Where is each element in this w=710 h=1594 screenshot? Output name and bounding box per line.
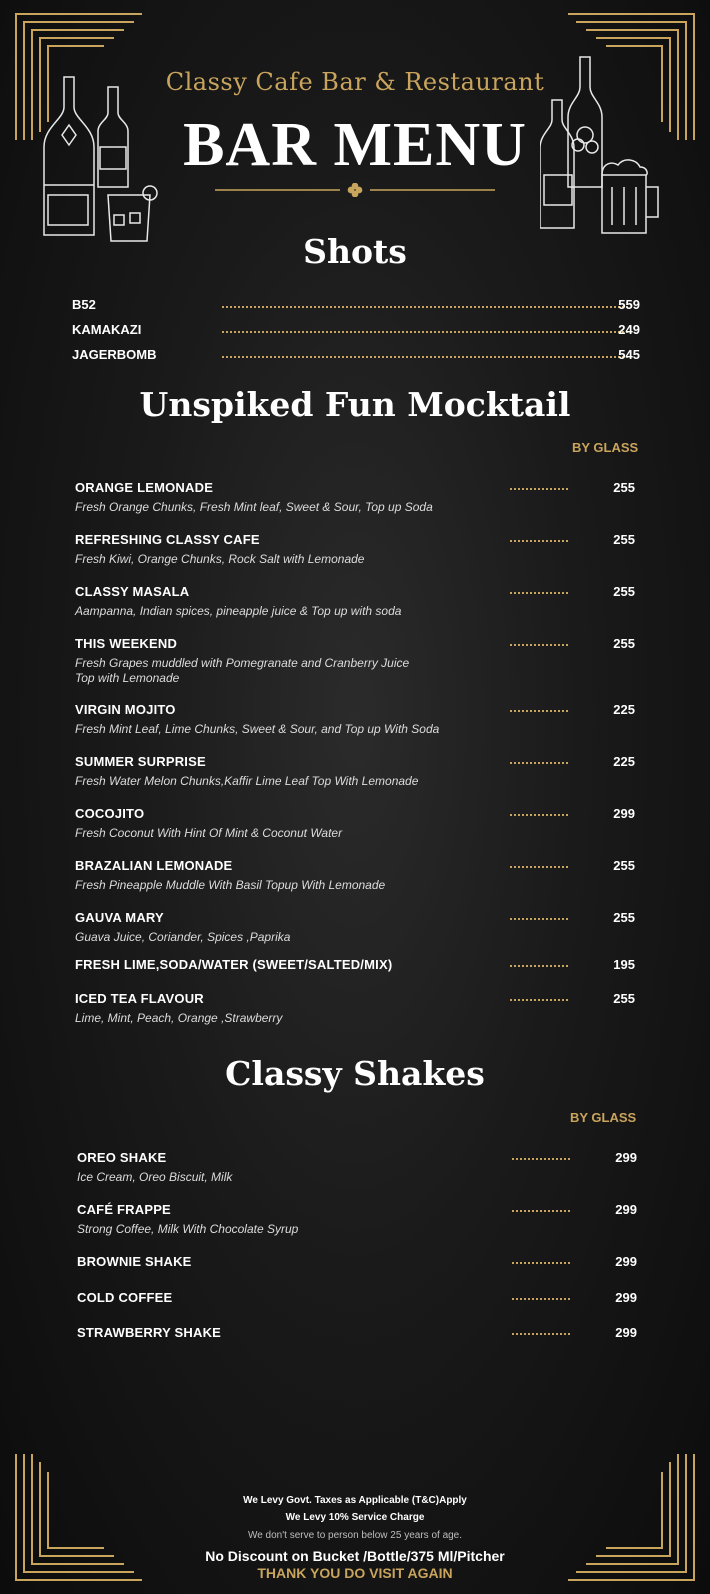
dotted-leader <box>512 1262 570 1264</box>
footer-age-policy: We don't serve to person below 25 years of age. <box>247 1530 463 1541</box>
item-price: 249 <box>618 322 640 337</box>
menu-item <box>75 584 635 619</box>
item-description: Fresh Pineapple Muddle With Basil Topup With Lemonade <box>75 878 386 892</box>
item-description: Fresh Water Melon Chunks,Kaffir Lime Leaf Top With Lemonade <box>75 774 419 788</box>
item-name: CAFÉ FRAPPE <box>77 1202 171 1217</box>
shot-row <box>72 297 640 317</box>
by-glass-label: BY GLASS <box>572 440 639 455</box>
item-price: 299 <box>615 1202 637 1217</box>
menu-item <box>75 636 635 686</box>
item-description: Fresh Mint Leaf, Lime Chunks, Sweet & Sour, and Top up With Soda <box>75 722 440 736</box>
item-price: 255 <box>613 636 635 651</box>
menu-item <box>77 1150 637 1185</box>
item-price: 299 <box>613 806 635 821</box>
shot-row <box>72 322 640 342</box>
item-name: B52 <box>72 297 96 312</box>
item-description: Fresh Kiwi, Orange Chunks, Rock Salt with Lemonade <box>75 552 365 566</box>
section-title-shots: Shots <box>303 232 407 271</box>
item-name: VIRGIN MOJITO <box>75 702 176 717</box>
item-price: 225 <box>613 754 635 769</box>
dotted-leader <box>510 540 568 542</box>
footer-discount: No Discount on Bucket /Bottle/375 Ml/Pitcher <box>205 1548 505 1564</box>
item-name: BRAZALIAN LEMONADE <box>75 858 233 873</box>
item-price: 195 <box>613 957 635 972</box>
item-description: Top with Lemonade <box>75 671 180 685</box>
dotted-leader <box>512 1210 570 1212</box>
menu-item <box>75 858 635 893</box>
item-price: 255 <box>613 858 635 873</box>
dotted-leader <box>512 1333 570 1335</box>
item-name: ICED TEA FLAVOUR <box>75 991 204 1006</box>
by-glass-label: BY GLASS <box>570 1110 637 1125</box>
item-price: 299 <box>615 1325 637 1340</box>
item-name: CLASSY MASALA <box>75 584 190 599</box>
item-price: 545 <box>618 347 640 362</box>
section-title-mocktails: Unspiked Fun Mocktail <box>139 385 571 424</box>
menu-item <box>77 1254 637 1269</box>
menu-item <box>75 754 635 789</box>
item-name: ORANGE LEMONADE <box>75 480 214 495</box>
menu-item <box>75 806 635 841</box>
item-description: Fresh Grapes muddled with Pomegranate and Cranberry Juice <box>75 656 410 670</box>
dotted-leader <box>510 965 568 967</box>
item-name: BROWNIE SHAKE <box>77 1254 192 1269</box>
dotted-leader <box>510 592 568 594</box>
item-price: 299 <box>615 1254 637 1269</box>
restaurant-name: Classy Cafe Bar & Restaurant <box>165 68 545 96</box>
item-name: THIS WEEKEND <box>75 636 178 651</box>
page-title: BAR MENU <box>183 111 527 179</box>
item-name: OREO SHAKE <box>77 1150 167 1165</box>
item-price: 255 <box>613 584 635 599</box>
dotted-leader <box>510 644 568 646</box>
item-name: REFRESHING CLASSY CAFE <box>75 532 260 547</box>
item-name: JAGERBOMB <box>72 347 157 362</box>
item-price: 299 <box>615 1150 637 1165</box>
menu-item <box>75 957 635 972</box>
dotted-leader <box>510 866 568 868</box>
footer-service-charge: We Levy 10% Service Charge <box>285 1512 425 1523</box>
menu-item <box>75 702 635 737</box>
item-price: 225 <box>613 702 635 717</box>
dotted-leader <box>510 710 568 712</box>
section-title-shakes: Classy Shakes <box>225 1054 485 1093</box>
item-description: Lime, Mint, Peach, Orange ,Strawberry <box>75 1011 283 1025</box>
item-description: Fresh Orange Chunks, Fresh Mint leaf, Sweet & Sour, Top up Soda <box>75 500 433 514</box>
item-name: GAUVA MARY <box>75 910 164 925</box>
item-price: 255 <box>613 991 635 1006</box>
item-name: KAMAKAZI <box>72 322 142 337</box>
menu-item <box>77 1202 637 1237</box>
menu-item <box>75 910 635 945</box>
item-price: 559 <box>618 297 640 312</box>
menu-item <box>75 532 635 567</box>
dotted-leader <box>222 306 628 308</box>
menu-item <box>77 1325 637 1340</box>
item-description: Strong Coffee, Milk With Chocolate Syrup <box>77 1222 299 1236</box>
item-description: Aampanna, Indian spices, pineapple juice & Top up with soda <box>75 604 402 618</box>
item-description: Ice Cream, Oreo Biscuit, Milk <box>77 1170 233 1184</box>
item-description: Fresh Coconut With Hint Of Mint & Coconut Water <box>75 826 343 840</box>
dotted-leader <box>512 1158 570 1160</box>
item-price: 299 <box>615 1290 637 1305</box>
shot-row <box>72 347 640 367</box>
item-name: COLD COFFEE <box>77 1290 173 1305</box>
item-price: 255 <box>613 480 635 495</box>
item-price: 255 <box>613 910 635 925</box>
item-name: STRAWBERRY SHAKE <box>77 1325 222 1340</box>
item-description: Guava Juice, Coriander, Spices ,Paprika <box>75 930 291 944</box>
dotted-leader <box>510 488 568 490</box>
item-name: SUMMER SURPRISE <box>75 754 206 769</box>
dotted-leader <box>512 1298 570 1300</box>
menu-item <box>75 991 635 1026</box>
item-name: FRESH LIME,SODA/WATER (SWEET/SALTED/MIX) <box>75 957 393 972</box>
dotted-leader <box>510 762 568 764</box>
ornament-divider-icon <box>215 183 495 197</box>
dotted-leader <box>510 999 568 1001</box>
dotted-leader <box>222 331 628 333</box>
dotted-leader <box>510 814 568 816</box>
item-price: 255 <box>613 532 635 547</box>
footer-thanks: THANK YOU DO VISIT AGAIN <box>257 1565 453 1581</box>
footer-taxes: We Levy Govt. Taxes as Applicable (T&C)Apply <box>243 1495 467 1506</box>
dotted-leader <box>510 918 568 920</box>
menu-item <box>75 480 635 515</box>
menu-item <box>77 1290 637 1305</box>
item-name: COCOJITO <box>75 806 145 821</box>
dotted-leader <box>222 356 628 358</box>
